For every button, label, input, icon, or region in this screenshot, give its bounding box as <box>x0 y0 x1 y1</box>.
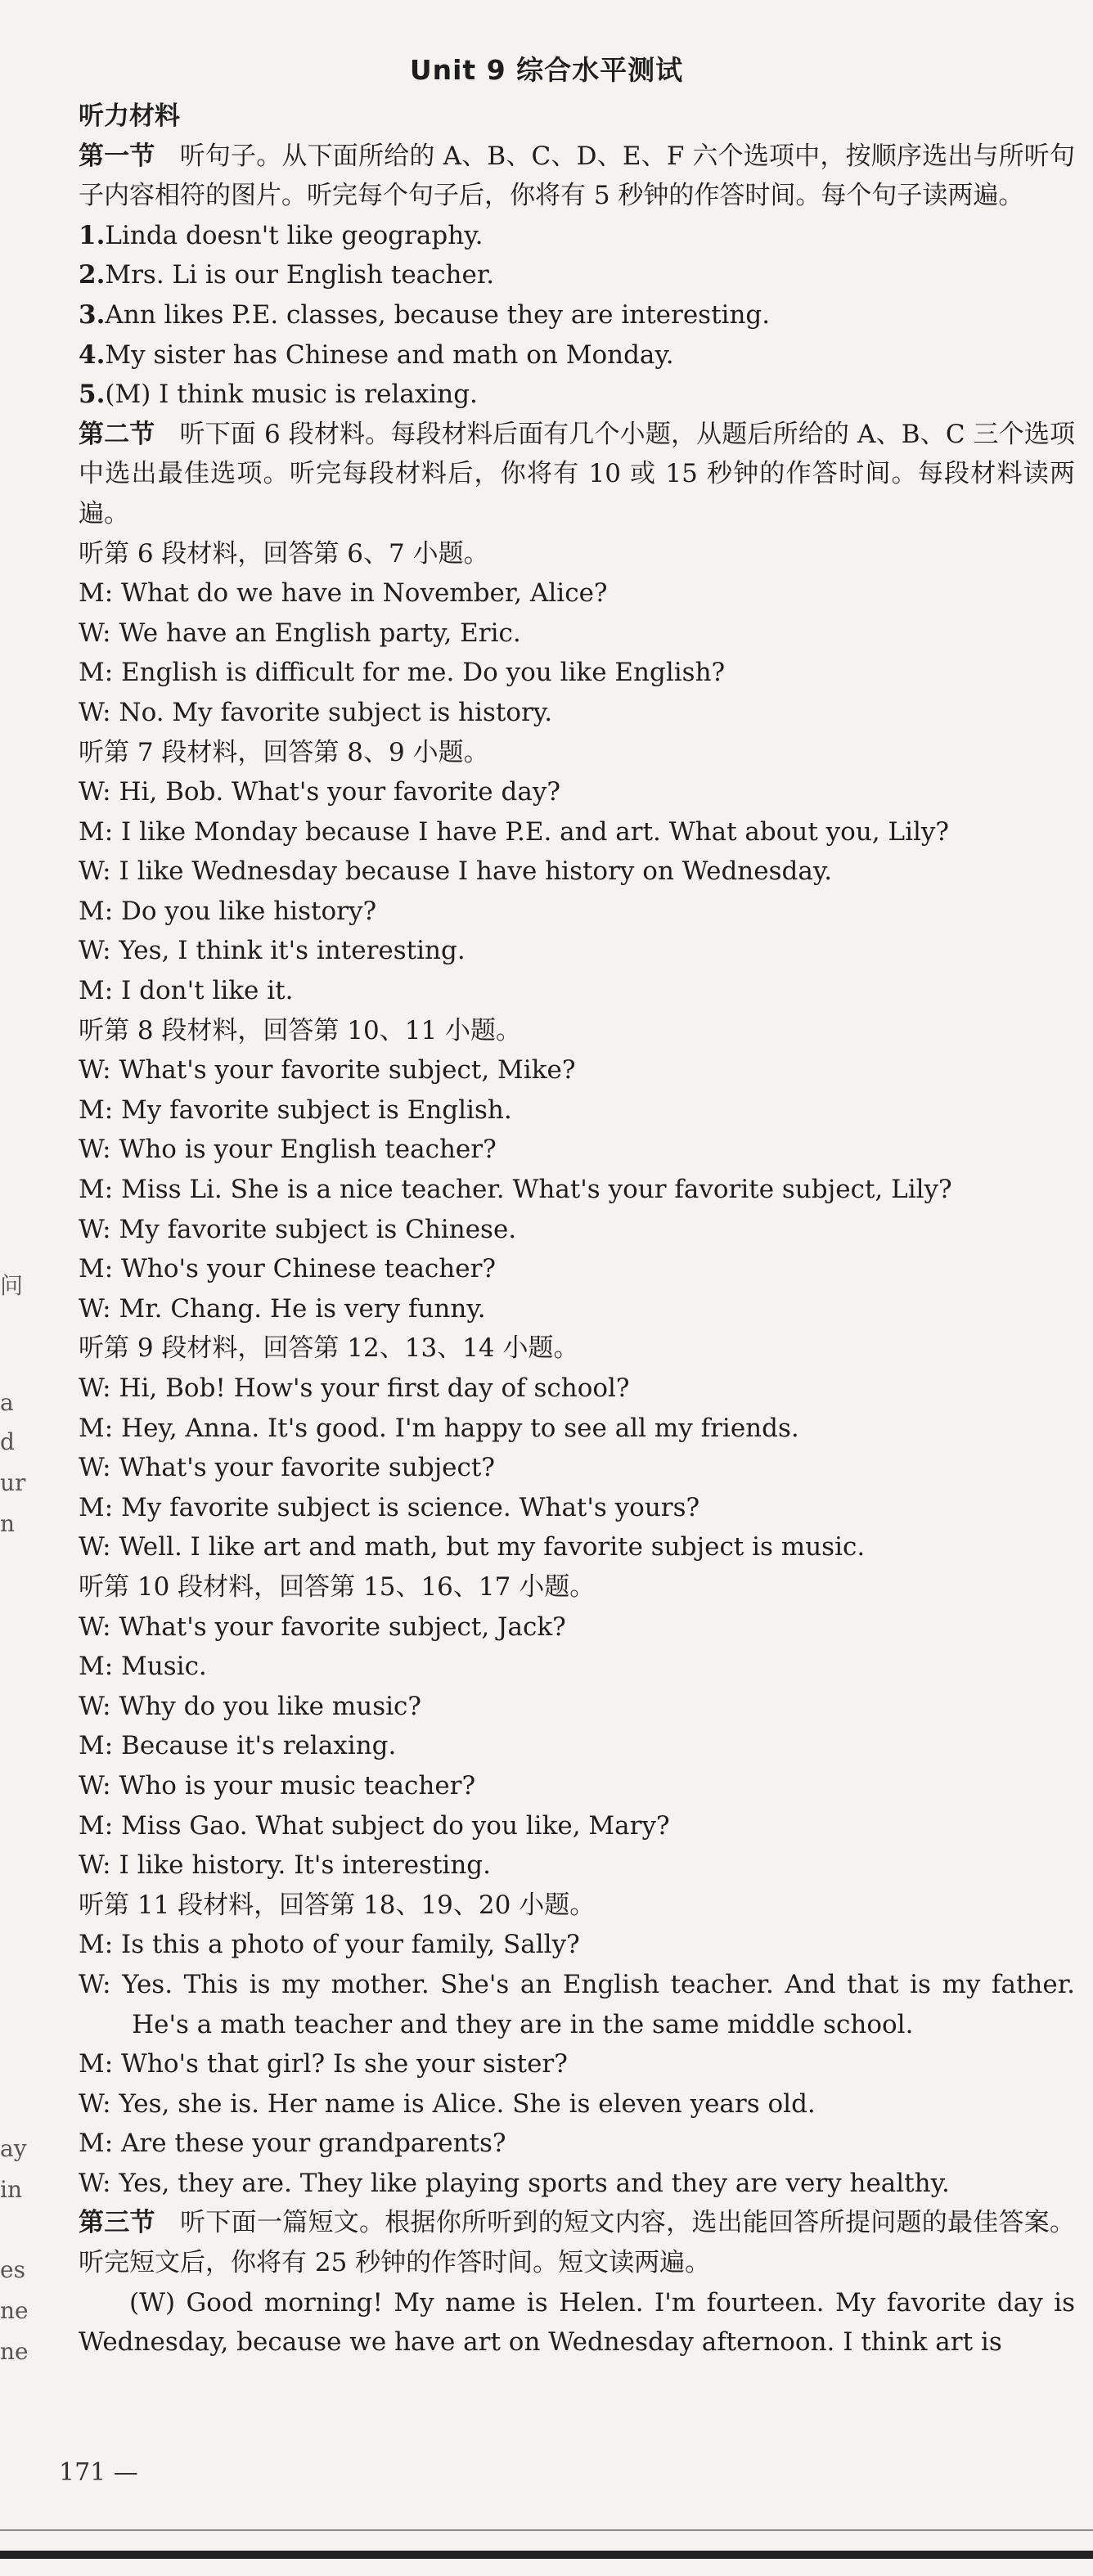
dialogue-line: W: Yes, they are. They like playing sports and they are very healthy. <box>79 2168 950 2198</box>
margin-fragment: 问 <box>0 1272 24 1299</box>
dialogue-line: M: Music. <box>79 1652 207 1682</box>
dialogue-heading: 听第 11 段材料，回答第 18、19、20 小题。 <box>79 1890 596 1920</box>
section-text: 听下面一篇短文。根据你所听到的短文内容，选出能回答所提问题的最佳答案。听完短文后，你将有 25 秒钟的作答时间。短文读两遍。 <box>79 2208 1076 2278</box>
section-heading: 听力材料 <box>79 101 180 131</box>
sentence-item: 1.Linda doesn't like geography. <box>79 220 484 250</box>
section-3-instructions <box>79 2203 1075 2282</box>
dialogue-line: M: Miss Li. She is a nice teacher. What's your favorite subject, Lily? <box>79 1175 952 1205</box>
bottom-edge <box>0 2551 1093 2559</box>
margin-fragment: ne <box>0 2338 29 2365</box>
dialogue-line: W: We have an English party, Eric. <box>79 618 521 648</box>
dialogue-line: W: Mr. Chang. He is very funny. <box>79 1293 486 1324</box>
dialogue-line: W: What's your favorite subject, Mike? <box>79 1055 576 1086</box>
margin-fragment: es <box>0 2256 25 2283</box>
dialogue-line: M: I like Monday because I have P.E. and art. What about you, Lily? <box>79 816 950 847</box>
margin-fragment: d <box>0 1428 15 1455</box>
dialogue-line: M: Is this a photo of your family, Sally? <box>79 1930 580 1960</box>
margin-fragment: in <box>0 2176 22 2203</box>
dialogue-line: W: Hi, Bob. What's your favorite day? <box>79 777 560 807</box>
sentence-item: 3.Ann likes P.E. classes, because they are interesting. <box>79 299 771 330</box>
dialogue-line: W: My favorite subject is Chinese. <box>79 1214 517 1244</box>
dialogue-line: M: My favorite subject is English. <box>79 1095 512 1125</box>
dialogue-line: M: Miss Gao. What subject do you like, Mary? <box>79 1810 670 1841</box>
dialogue-line: W: Who is your music teacher? <box>79 1770 476 1801</box>
dialogue-heading: 听第 6 段材料，回答第 6、7 小题。 <box>79 538 489 569</box>
section-label: 第三节 <box>79 2208 155 2238</box>
dialogue-line: M: I don't like it. <box>79 976 294 1006</box>
margin-fragment: ne <box>0 2297 29 2324</box>
section-text: 听句子。从下面所给的 A、B、C、D、E、F 六个选项中，按顺序选出与所听句子内容相符的图片。听完每个句子后，你将有 5 秒钟的作答时间。每个句子读两遍。 <box>79 141 1075 211</box>
dialogue-line: W: Yes, she is. Her name is Alice. She is eleven years old. <box>79 2088 816 2119</box>
dialogue-heading: 听第 9 段材料，回答第 12、13、14 小题。 <box>79 1333 579 1364</box>
dialogue-line: M: Do you like history? <box>79 896 377 926</box>
dialogue-line: M: Who's that girl? Is she your sister? <box>79 2049 568 2079</box>
listening-material <box>79 97 1075 2362</box>
dialogue-line: M: Are these your grandparents? <box>79 2129 506 2159</box>
dialogue-line: W: What's your favorite subject, Jack? <box>79 1612 566 1642</box>
margin-fragment: ay <box>0 2135 27 2162</box>
dialogue-line: W: I like Wednesday because I have history on Wednesday. <box>79 856 833 887</box>
page-number: 171 — <box>59 2458 138 2487</box>
dialogue-line: M: My favorite subject is science. What's yours? <box>79 1492 700 1522</box>
dialogue-heading: 听第 8 段材料，回答第 10、11 小题。 <box>79 1015 522 1045</box>
passage-text: (W) Good morning! My name is Helen. I'm fourteen. My favorite day is Wednesday, because we have art on Wednesday afternoon. I think art is <box>79 2287 1075 2358</box>
dialogue-line: W: Why do you like music? <box>79 1691 421 1721</box>
dialogue-line: M: English is difficult for me. Do you like English? <box>79 658 726 688</box>
margin-fragment: ur <box>0 1469 26 1496</box>
margin-fragment: n <box>0 1510 16 1537</box>
dialogue-line: W: Who is your English teacher? <box>79 1135 497 1165</box>
dialogue-line: W: Well. I like art and math, but my favorite subject is music. <box>79 1532 866 1562</box>
section-text: 听下面 6 段材料。每段材料后面有几个小题，从题后所给的 A、B、C 三个选项中选出最佳选项。听完每段材料后，你将有 10 或 15 秒钟的作答时间。每段材料读两遍。 <box>79 419 1076 528</box>
dialogue-line: W: I like history. It's interesting. <box>79 1850 491 1881</box>
dialogue-heading: 听第 7 段材料，回答第 8、9 小题。 <box>79 737 489 767</box>
section-label: 第二节 <box>79 419 155 449</box>
section-2-instructions <box>79 415 1075 534</box>
sentence-item: 4.My sister has Chinese and math on Monday. <box>79 339 674 370</box>
section-1-instructions <box>79 137 1075 216</box>
dialogue-line: W: No. My favorite subject is history. <box>79 697 553 727</box>
dialogue-line: W: Yes. This is my mother. She's an English teacher. And that is my father. He's a math teacher and they are in the same middle school. <box>79 1969 1075 2039</box>
margin-fragment: a <box>0 1389 14 1416</box>
sentence-item: 2.Mrs. Li is our English teacher. <box>79 260 495 290</box>
dialogue-line: M: Who's your Chinese teacher? <box>79 1254 497 1284</box>
dialogue-line: W: What's your favorite subject? <box>79 1453 495 1483</box>
dialogue-line: W: Hi, Bob! How's your first day of school? <box>79 1373 630 1403</box>
dialogue-line: M: What do we have in November, Alice? <box>79 578 608 609</box>
section-label: 第一节 <box>79 141 155 171</box>
dialogue-line: M: Hey, Anna. It's good. I'm happy to see all my friends. <box>79 1413 799 1443</box>
sentence-item: 5.(M) I think music is relaxing. <box>79 380 478 410</box>
dialogue-heading: 听第 10 段材料，回答第 15、16、17 小题。 <box>79 1571 596 1602</box>
dialogue-line: M: Because it's relaxing. <box>79 1731 397 1761</box>
bottom-divider <box>0 2529 1093 2531</box>
page-title: Unit 9 综合水平测试 <box>409 54 684 86</box>
dialogue-line: W: Yes, I think it's interesting. <box>79 936 466 966</box>
